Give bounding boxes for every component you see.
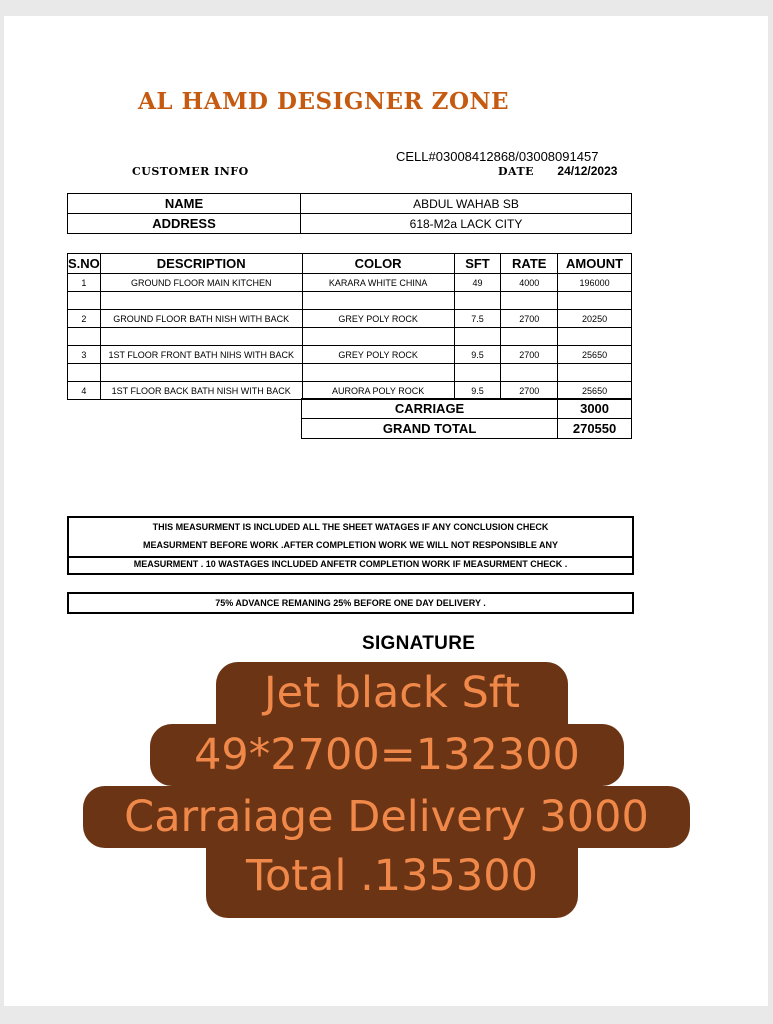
blank-row (68, 364, 632, 382)
header-description: DESCRIPTION (100, 254, 302, 274)
cell-sft: 7.5 (454, 310, 501, 328)
grand-total-label: GRAND TOTAL (302, 419, 558, 439)
table-row (68, 346, 632, 364)
name-row (68, 194, 632, 214)
handwritten-overlay (0, 662, 773, 922)
overlay-line-4: Total .135300 (206, 848, 578, 918)
name-label: NAME (68, 194, 301, 214)
items-header-row (68, 254, 632, 274)
customer-table (67, 193, 632, 234)
cell-color: KARARA WHITE CHINA (302, 274, 454, 292)
carriage-value: 3000 (558, 399, 632, 419)
cell-rate: 2700 (501, 310, 558, 328)
cell-color: GREY POLY ROCK (302, 346, 454, 364)
overlay-line-1: Jet black Sft (216, 662, 568, 724)
cell-rate: 2700 (501, 346, 558, 364)
cell-amount: 25650 (558, 382, 632, 400)
cell-sft: 49 (454, 274, 501, 292)
cell-sft: 9.5 (454, 382, 501, 400)
measurement-note (67, 516, 634, 575)
cell-description: 1ST FLOOR BACK BATH NISH WITH BACK (100, 382, 302, 400)
note-line-2: MEASURMENT BEFORE WORK .AFTER COMPLETION WORK WE WILL NOT RESPONSIBLE ANY (143, 540, 558, 550)
grand-total-row (302, 419, 632, 439)
blank-row (68, 328, 632, 346)
date-value: 24/12/2023 (557, 164, 618, 178)
carriage-row (302, 399, 632, 419)
header-rate: RATE (501, 254, 558, 274)
note-line-1: THIS MEASURMENT IS INCLUDED ALL THE SHEET WATAGES IF ANY CONCLUSION CHECK (152, 522, 549, 532)
cell-color: AURORA POLY ROCK (302, 382, 454, 400)
cell-amount: 25650 (558, 346, 632, 364)
signature-label: SIGNATURE (362, 633, 476, 654)
overlay-line-3: Carraiage Delivery 3000 (83, 786, 690, 848)
cell-amount: 196000 (558, 274, 632, 292)
header-sno: S.NO (68, 254, 101, 274)
overlay-line-2: 49*2700=132300 (150, 724, 624, 786)
items-table (67, 253, 632, 400)
date-line (498, 164, 617, 178)
note-line-3: MEASURMENT . 10 WASTAGES INCLUDED ANFETR COMPLETION WORK IF MEASURMENT CHECK . (133, 559, 568, 569)
header-color: COLOR (302, 254, 454, 274)
cell-description: GROUND FLOOR BATH NISH WITH BACK (100, 310, 302, 328)
cell-rate: 4000 (501, 274, 558, 292)
advance-note: 75% ADVANCE REMANING 25% BEFORE ONE DAY DELIVERY . (67, 592, 634, 614)
customer-info-label: CUSTOMER INFO (132, 165, 249, 178)
totals-table (301, 398, 632, 439)
table-row (68, 382, 632, 400)
cell-sno: 1 (68, 274, 101, 292)
table-row (68, 310, 632, 328)
cell-sft: 9.5 (454, 346, 501, 364)
grand-total-value: 270550 (558, 419, 632, 439)
name-value: ABDUL WAHAB SB (301, 194, 632, 214)
blank-row (68, 292, 632, 310)
cell-color: GREY POLY ROCK (302, 310, 454, 328)
address-label: ADDRESS (68, 214, 301, 234)
cell-sno: 2 (68, 310, 101, 328)
company-title: AL HAMD DESIGNER ZONE (138, 88, 510, 115)
carriage-label: CARRIAGE (302, 399, 558, 419)
cell-numbers: CELL#03008412868/03008091457 (396, 149, 599, 164)
header-sft: SFT (454, 254, 501, 274)
table-row (68, 274, 632, 292)
address-row (68, 214, 632, 234)
cell-description: GROUND FLOOR MAIN KITCHEN (100, 274, 302, 292)
date-label: DATE (498, 165, 535, 178)
cell-sno: 3 (68, 346, 101, 364)
cell-description: 1ST FLOOR FRONT BATH NIHS WITH BACK (100, 346, 302, 364)
cell-amount: 20250 (558, 310, 632, 328)
cell-rate: 2700 (501, 382, 558, 400)
cell-sno: 4 (68, 382, 101, 400)
address-value: 618-M2a LACK CITY (301, 214, 632, 234)
header-amount: AMOUNT (558, 254, 632, 274)
note-divider (69, 556, 632, 558)
